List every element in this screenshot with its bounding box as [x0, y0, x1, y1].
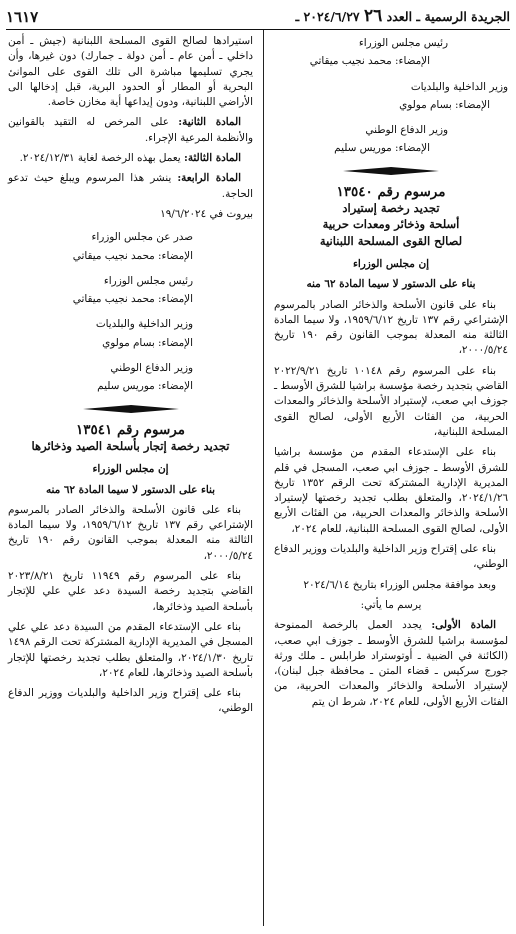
article-3: المادة الثالثة: يعمل بهذه الرخصة لغاية ٢٠٢٤/١٢/٣١.: [19, 152, 241, 165]
article-2: المادة الثانية: على المرخص له التقيد بالقوانين والأنظمة المرعية الإجراء.: [8, 116, 253, 144]
paragraph: بناء على الإستدعاء المقدم من السيدة دعد علي علي المسجل في المديرية الإدارية المشتركة تحت الرقم ١٤٩٨ تاريخ ٢٠٢٤/١/٣٠، والمتعلق بطلب تجديد رخصتها للإتجار بأسلحة الصيد وذخائرها، للعام ٢٠٢٤،: [8, 620, 253, 679]
paragraph: بناء على المرسوم رقم ١٠١٤٨ تاريخ ٢٠٢٢/٩/٢١ القاضي بتجديد رخصة مؤسسة براشيا للشرق الأوسط ـ جوزف ابي صعب، لإستيراد الأسلحة والذخائر والمعدات الحربية، من الفئات الأربع الأولى، لصالح القوى المسلحة اللبنانية،: [274, 364, 508, 438]
paragraph: بناء على إقتراح وزير الداخلية والبلديات ووزير الدفاع الوطني،: [8, 687, 253, 715]
paragraph: بناء على الإستدعاء المقدم من مؤسسة براشيا للشرق الأوسط ـ جوزف ابي صعب، المسجل في قلم المديرية الإدارية المشتركة تحت الرقم ١٣٥٢ تاريخ ٢٠٢٤/١/٢٦، والمتعلق بطلب تجديد رخصتها لإستيراد الأسلحة والذخائر والمعدات الحربية، من الفئات الأربع الأولى، لصالح القوى المسلحة اللبنانية، للعام ٢٠٢٤،: [274, 446, 509, 535]
paragraph: استيرادها لصالح القوى المسلحة اللبنانية (جيش ـ أمن داخلي ـ أمن عام ـ أمن دولة ـ جمارك) دون غيرها، وأن يجري تسليمها مباشرة الى تلك القوى على الموانئ البحرية أو المطار أو الحدود البرية، قبل إدخالها الى الأراضي اللبنانية، ودون إيداعها أية مخازن خاصة.: [8, 35, 253, 109]
signature-block: رئيس مجلس الوزراء الإمضاء: محمد نجيب ميقاتي: [72, 274, 193, 306]
decree-subtitle: لصالح القوى المسلحة اللبنانية: [319, 233, 463, 248]
separator-ornament: [343, 167, 439, 175]
signature-block: صدر عن مجلس الوزراء الإمضاء: محمد نجيب ميقاتي: [72, 231, 193, 262]
decree-subtitle: تجديد رخصة إستيراد: [342, 201, 440, 216]
paragraph: بناء على إقتراح وزير الداخلية والبلديات ووزير الدفاع الوطني،: [274, 543, 508, 571]
page-number: ١٦١٧: [6, 8, 39, 26]
paragraph: وبعد موافقة مجلس الوزراء بتاريخ ٢٠٢٤/٦/١٤: [303, 578, 496, 591]
constitution-basis: بناء على الدستور لا سيما المادة ٦٢ منه: [306, 278, 476, 291]
signature-block: وزير الدفاع الوطني الإمضاء: موريس سليم: [334, 124, 448, 155]
decree-subtitle: أسلحة وذخائر ومعدات حربية: [322, 217, 460, 232]
article-4: المادة الرابعة: ينشر هذا المرسوم ويبلغ حيث تدعو الحاجة.: [8, 172, 253, 200]
page-header: [6, 4, 510, 26]
signature-block: رئيس مجلس الوزراء الإمضاء: محمد نجيب ميقاتي: [309, 37, 448, 68]
signature-block: وزير الداخلية والبلديات الإمضاء: بسام مولوي: [95, 318, 193, 349]
article-1: المادة الأولى: يجدد العمل بالرخصة الممنوحة لمؤسسة براشيا للشرق الأوسط ـ جوزف ابي صعب، (الكائنة في الضبية ـ أوتوستراد طرابلس ـ ملك ورثة جورج سركيس ـ قضاء المتن ـ محافظة جبل لبنان)، لإستيراد الأسلحة والذخائر والمعدات الحربية، من الفئات الأربع الأولى، للعام ٢٠٢٤، شرط ان يتم: [274, 619, 508, 708]
authority-line: إن مجلس الوزراء: [92, 463, 169, 476]
paragraph: بناء على المرسوم رقم ١١٩٤٩ تاريخ ٢٠٢٣/٨/٢١ القاضي بتجديد رخصة السيدة دعد علي علي للإتجار بأسلحة الصيد وذخائرها،: [8, 570, 253, 613]
left-column: [6, 30, 263, 926]
separator-ornament: [83, 405, 179, 413]
decree-title: مرسوم رقم ١٣٥٤٠: [336, 183, 446, 200]
constitution-basis: بناء على الدستور لا سيما المادة ٦٢ منه: [45, 483, 216, 496]
decrees-line: يرسم ما يأتي:: [360, 598, 422, 611]
paragraph: بناء على قانون الأسلحة والذخائر الصادر بالمرسوم الإشتراعي رقم ١٣٧ تاريخ ١٩٥٩/٦/١٢، ولا سيما المادة الثالثة منه المعدلة بموجب القانون رقم ١٩٠ تاريخ ٢٠٠٠/٥/٢٤،: [274, 298, 508, 357]
signature-block: وزير الدفاع الوطني الإمضاء: موريس سليم: [97, 362, 193, 393]
issue-number: ٢٦: [364, 6, 383, 26]
paragraph: بناء على قانون الأسلحة والذخائر الصادر بالمرسوم الإشتراعي رقم ١٣٧ تاريخ ١٩٥٩/٦/١٢، ولا سيما المادة الثالثة منه المعدلة بموجب القانون رقم ١٩٠ تاريخ ٢٠٠٠/٥/٢٤،: [8, 503, 253, 562]
decree-title: مرسوم رقم ١٣٥٤١: [76, 421, 185, 438]
authority-line: إن مجلس الوزراء: [353, 257, 429, 270]
issue-date: ٢٠٢٤/٦/٢٧ ـ: [295, 9, 360, 24]
decree-subtitle: تجديد رخصة إتجار بأسلحة الصيد وذخائرها: [31, 438, 230, 453]
place-date: بيروت في ١٩/٦/٢٠٢٤: [160, 207, 253, 220]
right-column: [263, 30, 510, 926]
gazette-title: الجريدة الرسمية ـ العدد ٢٦ ٢٠٢٤/٦/٢٧ ـ: [295, 6, 510, 26]
signature-block: وزير الداخلية والبلديات الإمضاء: بسام مولوي: [399, 80, 508, 111]
